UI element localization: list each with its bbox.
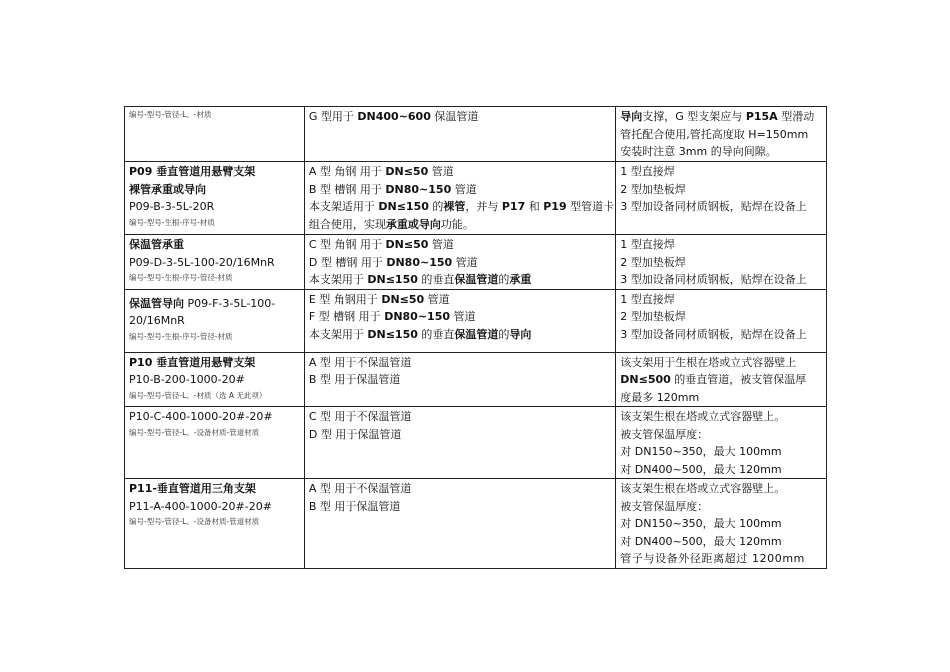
cell-designation [125,107,305,162]
remark-line: 对 DN400~500，最大 120mm [620,534,782,548]
remark-line: 1 型直接焊 [620,292,675,306]
support-code: P09-B-3-5L-20R [129,200,215,213]
type-line: C 型 角钢 用于 DN≤50 管道 [308,238,454,251]
remark-line: 该支架生根在塔或立式容器壁上。 [620,482,786,495]
type-line: D 型 用于保温管道 [308,427,402,441]
type-line: E 型 角钢用于 DN≤50 管道 [308,292,450,306]
remark-line: 3 型加设备同材质钢板，贴焊在设备上 [620,327,807,341]
support-title: 保温管导向 P09-F-3-5L-100- [129,296,276,310]
remark-line: 3 型加设备同材质钢板，贴焊在设备上 [620,273,807,286]
support-title: 保温管承重 [129,238,184,251]
type-line: 本支架适用于 DN≤150 的裸管，并与 P17 和 P19 型管道卡 [308,200,615,213]
type-line: A 型 用于不保温管道 [308,482,412,495]
remark-line: 对 DN400~500，最大 120mm [620,462,782,476]
code-format-note: 编号-型号-管径-L。-设备材质-管道材质 [129,517,260,526]
table-row [125,162,827,235]
cell-type [304,162,615,235]
remark-line: 2 型加垫板焊 [620,255,686,269]
type-line: 本支架用于 DN≤150 的垂直保温管道的导向 [308,327,532,341]
cell-designation [125,479,305,569]
cell-remark [616,352,827,407]
support-title: P11-垂直管道用三角支架 [129,482,256,495]
table-row [125,479,827,569]
table-row [125,407,827,479]
table-row [125,352,827,407]
cell-remark [616,235,827,290]
remark-line: 该支架生根在塔或立式容器壁上。 [620,410,786,423]
type-line: B 型 用于保温管道 [308,373,401,386]
cell-designation [125,289,305,352]
type-line: F 型 槽钢 用于 DN80~150 管道 [308,310,476,323]
type-line: C 型 用于不保温管道 [308,410,412,423]
remark-line: 管托配合使用,管托高度取 H=150mm [620,127,809,141]
remark-line: 度最多 120mm [620,390,700,404]
support-title: P10 垂直管道用悬臂支架 [129,355,256,369]
remark-line: 2 型加垫板焊 [620,310,686,323]
cell-remark [616,107,827,162]
cell-designation [125,407,305,479]
type-line: A 型 角钢 用于 DN≤50 管道 [308,165,454,178]
remark-line: 被支管保温厚度： [620,499,709,513]
support-title: P09 垂直管道用悬臂支架 [129,165,256,178]
type-line: D 型 槽钢 用于 DN80~150 管道 [308,255,478,269]
remark-line: 2 型加垫板焊 [620,182,686,196]
cell-remark [616,479,827,569]
table-row [125,235,827,290]
type-line: G 型用于 DN400~600 保温管道 [308,110,479,123]
cell-designation [125,352,305,407]
support-code: P11-A-400-1000-20#-20# [129,499,272,513]
support-code: P10-B-200-1000-20# [129,373,245,386]
type-line: A 型 用于不保温管道 [308,355,412,369]
code-format-note: 编号-型号-生根-序号-管径-材质 [129,273,233,282]
cell-remark [616,162,827,235]
type-line: B 型 槽钢 用于 DN80~150 管道 [308,182,477,196]
remark-line: 对 DN150~350，最大 100mm [620,445,782,458]
table-row [125,289,827,352]
remark-line: 3 型加设备同材质钢板，贴焊在设备上 [620,200,807,213]
cell-designation [125,235,305,290]
support-spec-table [124,106,827,569]
remark-line: 1 型直接焊 [620,165,675,178]
support-code: P10-C-400-1000-20#-20# [129,410,273,423]
type-line: 本支架用于 DN≤150 的垂直保温管道的承重 [308,273,532,286]
code-format-note: 编号-型号-管径-L。-材质 [129,110,212,119]
cell-type [304,352,615,407]
code-format-note: 编号-型号-管径-L。-材质（选 A 无此项） [129,390,267,400]
remark-line: DN≤500 的垂直管道，被支管保温厚 [620,373,807,386]
cell-remark [616,407,827,479]
remark-line: 该支架用于生根在塔或立式容器壁上 [620,355,797,369]
cell-remark [616,289,827,352]
support-code: P09-D-3-5L-100-20/16MnR [129,255,275,269]
cell-type [304,107,615,162]
cell-type [304,235,615,290]
remark-line: 对 DN150~350，最大 100mm [620,517,782,530]
code-format-note: 编号-型号-生根-序号-材质 [129,217,215,227]
remark-line: 导向支撑，G 型支架应与 P15A 型滑动 [620,110,815,123]
table-row [125,107,827,162]
cell-type [304,479,615,569]
cell-designation [125,162,305,235]
code-format-note: 编号-型号-生根-序号-管径-材质 [129,331,233,341]
cell-type [304,407,615,479]
code-format-note: 编号-型号-管径-L。-设备材质-管道材质 [129,427,260,437]
remark-line: 1 型直接焊 [620,238,675,251]
type-line: 组合使用，实现承重或导向功能。 [308,217,474,231]
cell-type [304,289,615,352]
support-subtitle: 裸管承重或导向 [129,182,206,196]
support-code: 20/16MnR [129,314,185,327]
remark-line: 安装时注意 3mm 的导向间隙。 [620,145,777,158]
remark-line: 被支管保温厚度： [620,427,709,441]
remark-line: 管子与设备外径距离超过 1200mm [620,552,806,565]
type-line: B 型 用于保温管道 [308,499,401,513]
